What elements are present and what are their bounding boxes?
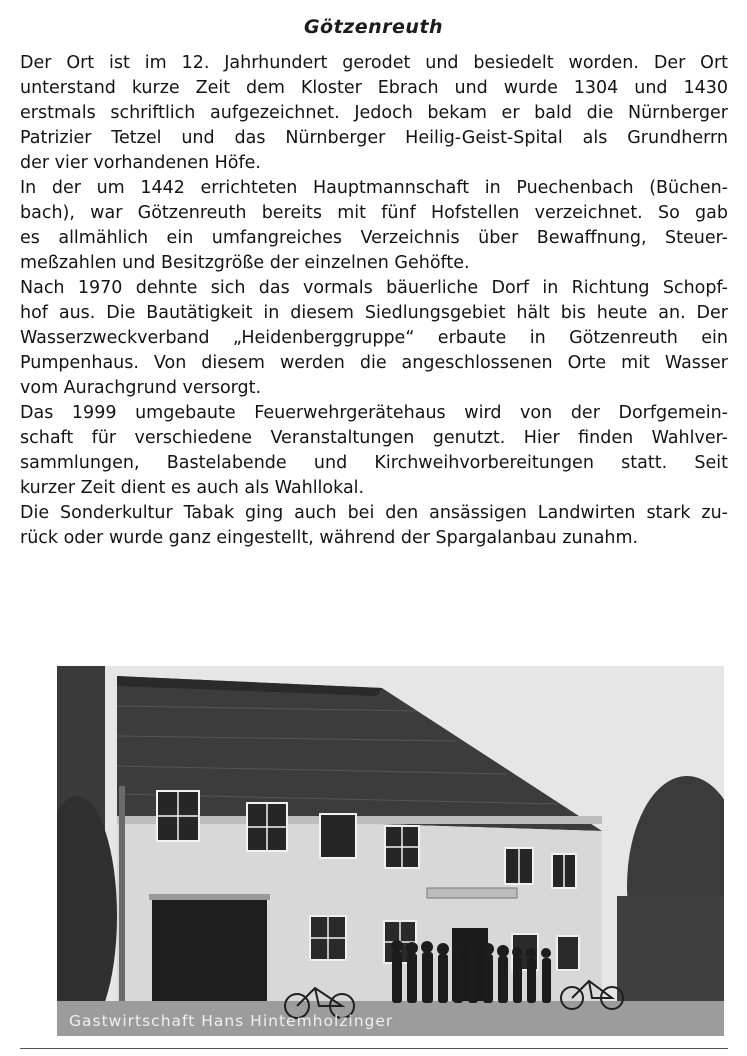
text-line: schaft für verschiedene Veranstaltungen genutzt. Hier finden Wahlver- (20, 428, 728, 448)
text-line: der vier vorhandenen Höfe. (20, 153, 261, 173)
text-line: meßzahlen und Besitzgröße der einzelnen Gehöfte. (20, 253, 470, 273)
text-line: sammlungen, Bastelabende und Kirchweihvorbereitungen statt. Seit (20, 453, 728, 473)
text-line: rück oder wurde ganz eingestellt, während der Spargalanbau zunahm. (20, 528, 639, 548)
text-line: Das 1999 umgebaute Feuerwehrgerätehaus wird von der Dorfgemein- (20, 403, 728, 423)
text-line: kurzer Zeit dient es auch als Wahllokal. (20, 478, 365, 498)
text-line: Patrizier Tetzel und das Nürnberger Heilig-Geist-Spital als Grundherrn (20, 128, 728, 148)
photo-caption: Gastwirtschaft Hans Hintemholzinger (69, 1012, 394, 1030)
body-text (20, 51, 728, 551)
historic-photo (57, 666, 724, 1036)
text-line: Nach 1970 dehnte sich das vormals bäuerliche Dorf in Richtung Schopf- (20, 278, 728, 298)
text-line: unterstand kurze Zeit dem Kloster Ebrach und wurde 1304 und 1430 (20, 78, 728, 98)
text-line: Wasserzweckverband „Heidenberggruppe“ erbaute in Götzenreuth ein (20, 328, 728, 348)
text-line: Der Ort ist im 12. Jahrhundert gerodet und besiedelt worden. Der Ort (20, 53, 728, 73)
text-line: Die Sonderkultur Tabak ging auch bei den ansässigen Landwirten stark zu- (20, 503, 728, 523)
page-title: Götzenreuth (303, 16, 444, 38)
inn-building-photo-illustration (57, 666, 724, 1036)
text-line: Pumpenhaus. Von diesem werden die angeschlossenen Orte mit Wasser (20, 353, 728, 373)
text-line: vom Aurachgrund versorgt. (20, 378, 262, 398)
text-line: hof aus. Die Bautätigkeit in diesem Siedlungsgebiet hält bis heute an. Der (20, 303, 728, 323)
text-line: es allmählich ein umfangreiches Verzeichnis über Bewaffnung, Steuer- (20, 228, 728, 248)
text-line: bach), war Götzenreuth bereits mit fünf Hofstellen verzeichnet. So gab (20, 203, 728, 223)
bottom-divider (20, 1048, 728, 1049)
text-line: erstmals schriftlich aufgezeichnet. Jedoch bekam er bald die Nürnberger (20, 103, 728, 123)
text-line: In der um 1442 errichteten Hauptmannschaft in Puechenbach (Büchen- (20, 178, 728, 198)
